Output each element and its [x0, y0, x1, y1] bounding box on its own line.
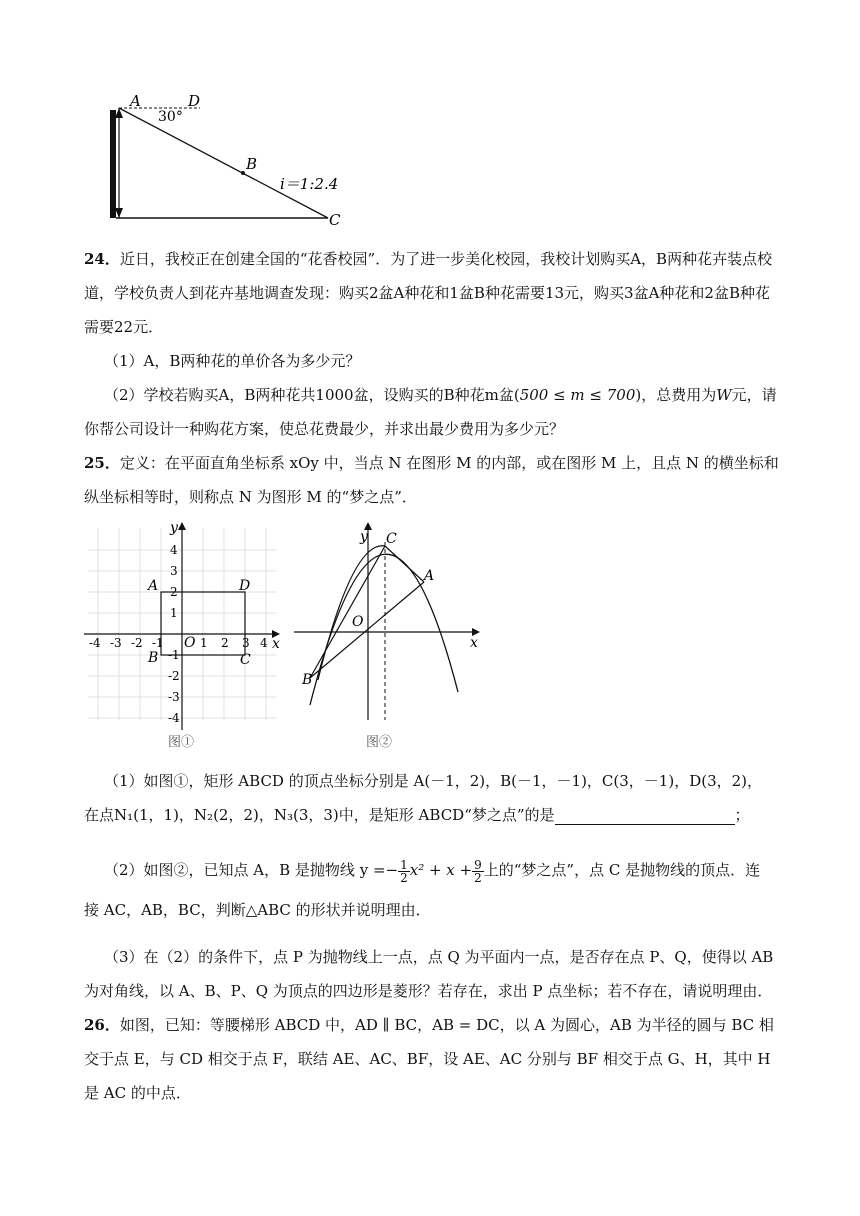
- label-c: C: [386, 531, 397, 547]
- label-d: D: [239, 578, 251, 594]
- q25-part1: [84, 764, 784, 832]
- q25-part2-c: 上的“梦之点”，点 C 是抛物线的顶点．连: [483, 861, 761, 879]
- slope-label: i＝1:2.4: [280, 175, 339, 193]
- label-b: B: [302, 672, 313, 688]
- q25-part1-a: （1）如图①，矩形 ABCD 的顶点坐标分别是 A(－1，2)，B(－1，－1)，C(3，－1)，D(3，2)，: [104, 772, 763, 790]
- label-b: B: [246, 155, 258, 173]
- label-d: D: [188, 92, 201, 110]
- q25-part2-b: x² + x +: [409, 861, 473, 879]
- q25-part3-text: （3）在（2）的条件下，点 P 为抛物线上一点，点 Q 为平面内一点，是否存在点 P、Q，使得以 AB 为对角线，以 A、B、P、Q 为顶点的四边形是菱形？若存在，求出 P 点坐标；若不存在，请说明理由．: [84, 948, 774, 1000]
- q24-stem-text: 近日，我校正在创建全国的“花香校园”．为了进一步美化校园，我校计划购买A，B两种花卉装点校道，学校负责人到花卉基地调查发现：购买2盆A种花和1盆B种花需要13元，购买3盆A种花和2盆B种花需要22元．: [84, 250, 773, 336]
- xtick: 2: [221, 636, 229, 650]
- xtick: -4: [89, 636, 101, 650]
- q24-part2: [84, 378, 784, 446]
- label-c: C: [240, 652, 251, 668]
- ytick: -3: [168, 690, 180, 704]
- ytick: 3: [170, 564, 178, 578]
- q26-stem: [84, 1008, 784, 1110]
- fraction-1-2: $\frac{1}{2}$: [400, 857, 408, 885]
- figure-2-caption: 图②: [366, 735, 393, 750]
- ytick: 1: [170, 606, 178, 620]
- q25-part1-end: ；: [734, 806, 750, 824]
- q25-part1-b: 在点N₁(1，1)，N₂(2，2)，N₃(3，3)中，是矩形 ABCD“梦之点”的是: [84, 806, 555, 824]
- q25-part2-d: 接 AC，AB，BC，判断△ABC 的形状并说明理由．: [84, 901, 431, 919]
- q24-part2-a: （2）学校若购买A，B两种花共1000盆，设购买的B种花m盆(: [104, 386, 520, 404]
- q25-stem: [84, 446, 784, 514]
- figure-1-caption: 图①: [168, 735, 195, 750]
- slope-figure: [100, 88, 360, 228]
- segment-ab: [310, 582, 424, 678]
- label-a: A: [130, 92, 141, 110]
- q25-part2: [84, 850, 784, 930]
- q25-number: 25．: [84, 454, 120, 472]
- q24-part2-ineq: 500 ≤ m ≤ 700: [519, 386, 636, 404]
- label-o: O: [352, 614, 364, 630]
- ytick: -4: [168, 711, 180, 725]
- point-b: [241, 171, 245, 175]
- label-c: C: [329, 211, 341, 228]
- fraction-9-2: $\frac{9}{2}$: [474, 857, 482, 885]
- ytick: -2: [168, 669, 180, 683]
- segment-bc: [310, 546, 385, 678]
- q24-part2-b: )，总费用为: [635, 386, 717, 404]
- q25-part2-a: （2）如图②，已知点 A，B 是抛物线 y =−: [104, 861, 399, 879]
- xtick: -1: [152, 636, 164, 650]
- answer-blank[interactable]: [555, 808, 735, 825]
- q26-number: 26．: [84, 1016, 120, 1034]
- segment-ca: [385, 546, 424, 582]
- curve-left: [318, 546, 385, 680]
- xtick: 3: [242, 636, 250, 650]
- figure-1: [84, 520, 294, 752]
- label-x: x: [272, 636, 280, 652]
- angle-label: 30°: [158, 109, 183, 125]
- q24-part1: [104, 344, 784, 378]
- label-y: y: [360, 529, 368, 545]
- q25-part3: [84, 940, 784, 1008]
- q24-number: 24．: [84, 250, 120, 268]
- q24-stem: [84, 242, 784, 344]
- wall: [110, 110, 116, 218]
- ytick: 2: [170, 585, 178, 599]
- ytick: -1: [168, 648, 180, 662]
- label-y: y: [170, 520, 178, 536]
- ytick: 4: [170, 543, 178, 557]
- q24-part1-text: （1）A，B两种花的单价各为多少元？: [104, 352, 361, 370]
- q24-part2-w: W: [716, 386, 732, 404]
- xtick: -2: [131, 636, 143, 650]
- label-a: A: [424, 568, 435, 584]
- xtick: 1: [200, 636, 208, 650]
- figure-2: [290, 520, 490, 752]
- q25-stem-text: 定义：在平面直角坐标系 xOy 中，当点 N 在图形 M 的内部，或在图形 M 上，且点 N 的横坐标和纵坐标相等时，则称点 N 为图形 M 的“梦之点”．: [84, 454, 779, 506]
- q26-stem-text: 如图，已知：等腰梯形 ABCD 中，AD ∥ BC，AB = DC，以 A 为圆心，AB 为半径的圆与 BC 相交于点 E，与 CD 相交于点 F，联结 AE、AC、BF，设 AE、AC 分别与 BF 相交于点 G、H，其中 H 是 AC 的中点．: [84, 1016, 774, 1102]
- label-b: B: [148, 650, 159, 666]
- q24-part2-c: 元，请你帮公司设计一种购花方案，使总花费最少，并求出最少费用为多少元？: [84, 386, 777, 438]
- label-a: A: [148, 578, 159, 594]
- xtick: 4: [260, 636, 268, 650]
- slope-line: [119, 108, 328, 218]
- label-x: x: [470, 635, 478, 651]
- xtick: -3: [110, 636, 122, 650]
- label-o: O: [184, 635, 196, 651]
